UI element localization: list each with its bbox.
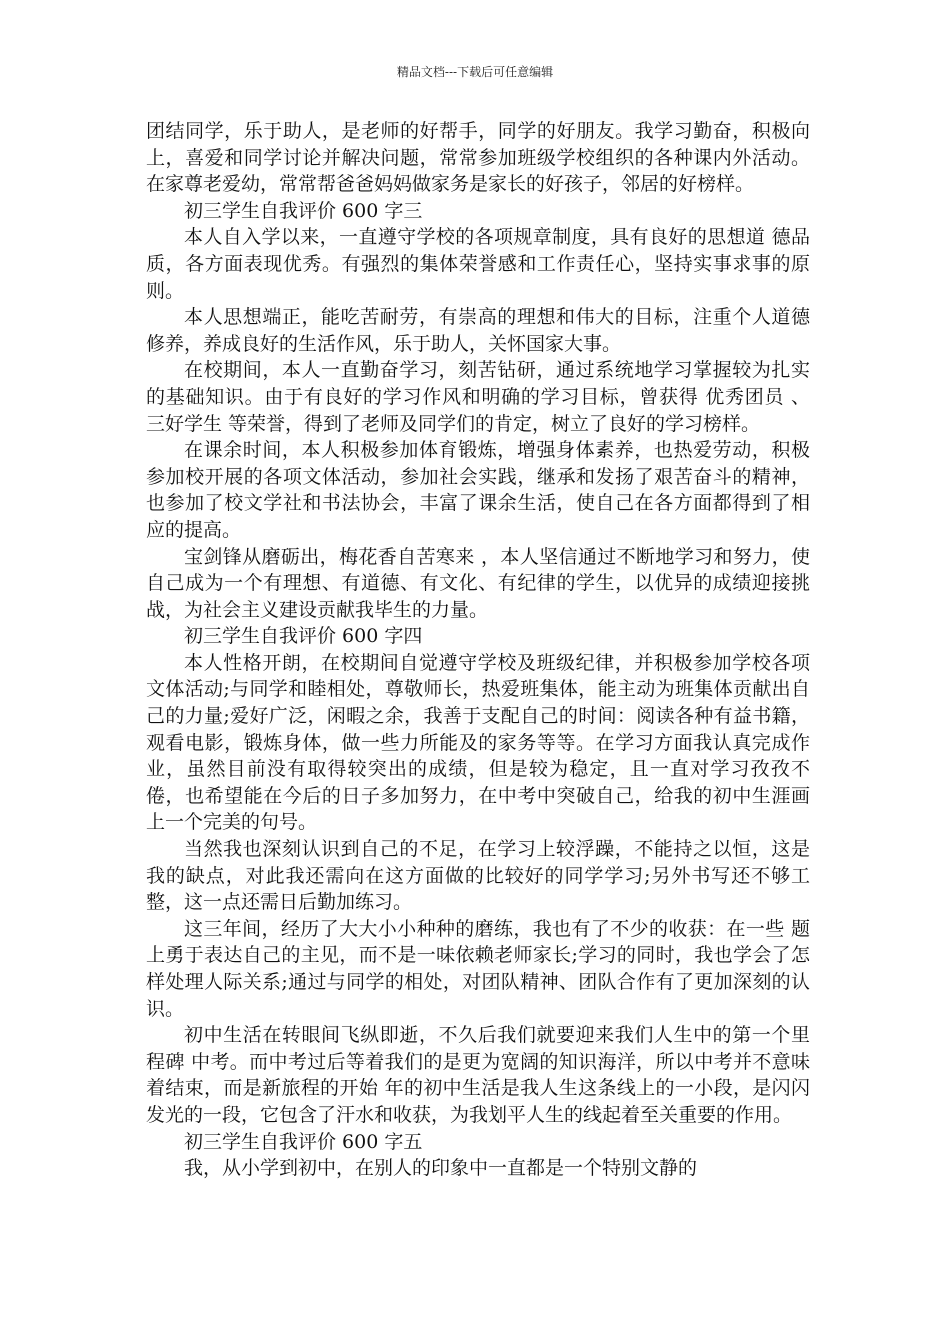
paragraph: 在课余时间，本人积极参加体育锻炼，增强身体素养，也热爱劳动，积极参加校开展的各项文体活动，参加社会实践，继承和发扬了艰苦奋斗的精神，也参加了校文学社和书法协会，丰富了课余生活，使自己在各方面都得到了相应的提高。 (146, 439, 810, 541)
paragraph: 这三年间，经历了大大小小种种的磨练，我也有了不少的收获：在一些 题上勇于表达自己的主见，而不是一味依赖老师家长;学习的同时，我也学会了怎样处理人际关系;通过与同学的相处，对团队精神、团队合作有了更加深刻的认识。 (146, 917, 810, 1020)
paragraph: 本人自入学以来，一直遵守学校的各项规章制度，具有良好的思想道 德品质，各方面表现优秀。有强烈的集体荣誉感和工作责任心，坚持实事求事的原则。 (146, 226, 810, 302)
page-header: 精品文档---下载后可任意编辑 (396, 65, 554, 79)
section-heading: 初三学生自我评价 600 字三 (184, 199, 423, 222)
paragraph: 本人性格开朗，在校期间自觉遵守学校及班级纪律，并积极参加学校各项文体活动;与同学和睦相处，尊敬师长，热爱班集体，能主动为班集体贡献出自己的力量;爱好广泛，闲暇之余，我善于支配自己的时间：阅读各种有益书籍，观看电影，锻炼身体，做一些力所能及的家务等等。在学习方面我认真完成作业，虽然目前没有取得较突出的成绩，但是较为稳定，且一直对学习孜孜不倦，也希望能在今后的日子多加努力，在中考中突破自己，给我的初中生涯画上一个完美的句号。 (146, 651, 810, 834)
paragraph: 当然我也深刻认识到自己的不足，在学习上较浮躁，不能持之以恒，这是我的缺点，对此我还需向在这方面做的比较好的同学学习;另外书写还不够工整，这一点还需日后勤加练习。 (146, 838, 810, 914)
paragraph: 团结同学，乐于助人，是老师的好帮手，同学的好朋友。我学习勤奋，积极向上，喜爱和同学讨论并解决问题，常常参加班级学校组织的各种课内外活动。 在家尊老爱幼，常常帮爸爸妈妈做家务是家长的好孩子，邻居的好榜样。 (146, 120, 810, 196)
paragraph: 宝剑锋从磨砺出，梅花香自苦寒来 ，本人坚信通过不断地学习和努力，使自己成为一个有理想、有道德、有文化、有纪律的学生，以优异的成绩迎接挑战，为社会主义建设贡献我毕生的力量。 (146, 545, 810, 621)
paragraph: 我，从小学到初中，在别人的印象中一直都是一个特别文静的 (184, 1157, 698, 1180)
section-heading: 初三学生自我评价 600 字四 (184, 625, 423, 648)
document-body (146, 118, 810, 1182)
paragraph: 初中生活在转眼间飞纵即逝，不久后我们就要迎来我们人生中的第一个里程碑 中考。而中考过后等着我们的是更为宽阔的知识海洋，所以中考并不意味着结束，而是新旅程的开始 年的初中生活是我人生这条线上的一小段，是闪闪发光的一段，它包含了汗水和收获，为我划平人生的线起着至关重要的作用。 (146, 1024, 810, 1126)
section-heading: 初三学生自我评价 600 字五 (184, 1130, 423, 1153)
paragraph: 在校期间，本人一直勤奋学习，刻苦钻研，通过系统地学习掌握较为扎实的基础知识。由于有良好的学习作风和明确的学习目标，曾获得 优秀团员 、 三好学生 等荣誉，得到了老师及同学们的肯定，树立了良好的学习榜样。 (146, 359, 810, 435)
paragraph: 本人思想端正，能吃苦耐劳，有崇高的理想和伟大的目标，注重个人道德修养，养成良好的生活作风，乐于助人，关怀国家大事。 (146, 306, 810, 355)
